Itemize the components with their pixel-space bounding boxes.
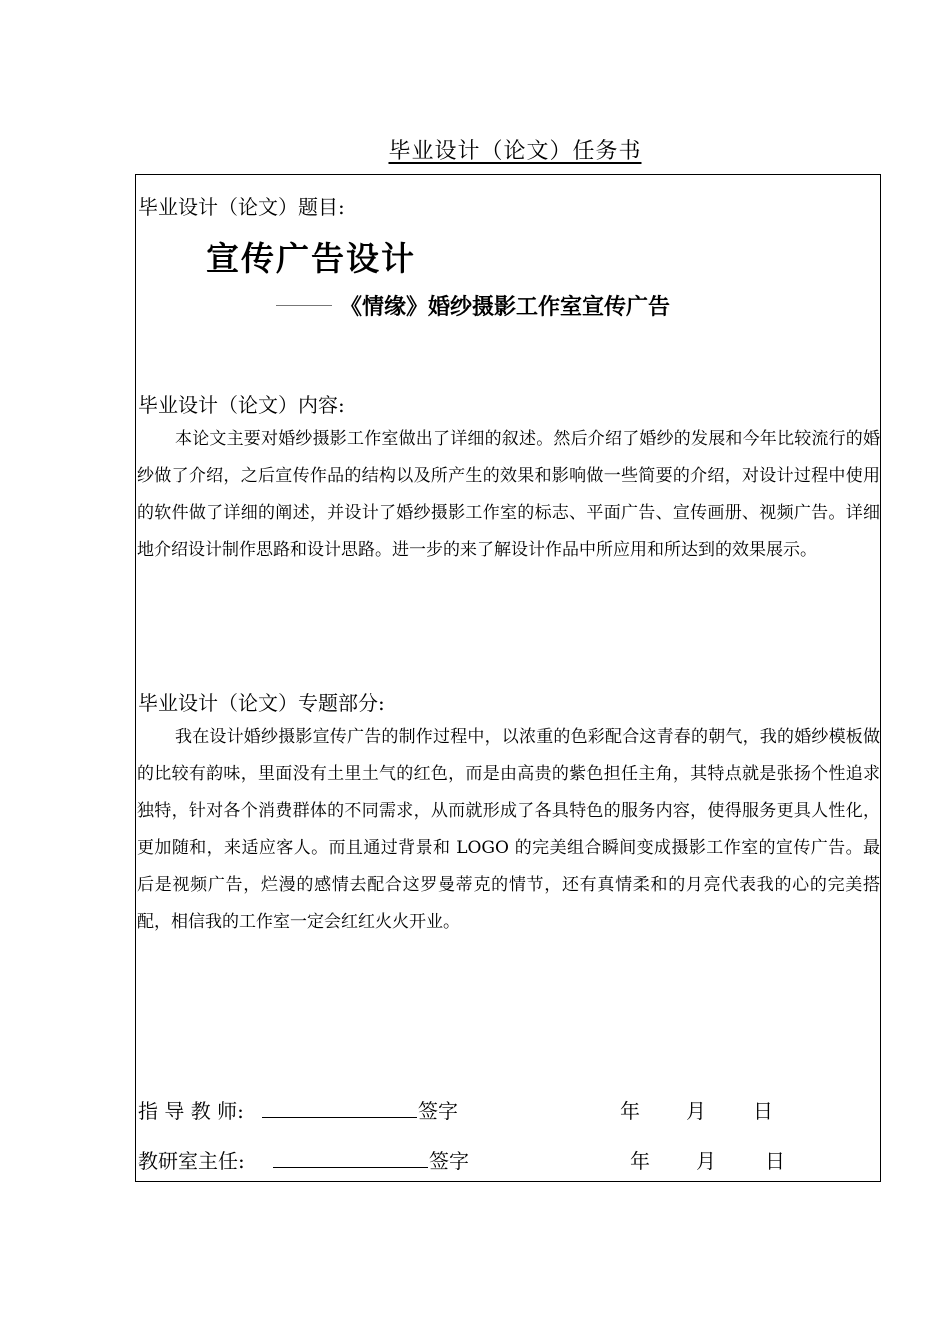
director-day-label: 日 bbox=[765, 1149, 785, 1173]
topic-label: 毕业设计（论文）题目: bbox=[138, 195, 345, 219]
topic-title: 宣传广告设计 bbox=[206, 239, 416, 278]
content-paragraph: 本论文主要对婚纱摄影工作室做出了详细的叙述。然后介绍了婚纱的发展和今年比较流行的婚纱做了介绍，之后宣传作品的结构以及所产生的效果和影响做一些简要的介绍，对设计过程中使用的软件做了详细的阐述，并设计了婚纱摄影工作室的标志、平面广告、宣传画册、视频广告。详细地介绍设计制作思路和设计思路。进一步的来了解设计作品中所应用和所达到的效果展示。 bbox=[137, 429, 880, 560]
advisor-signature-row bbox=[138, 1095, 878, 1125]
director-signature-line[interactable] bbox=[273, 1167, 428, 1168]
director-month-label: 月 bbox=[696, 1149, 716, 1173]
advisor-day-label: 日 bbox=[753, 1099, 773, 1123]
document-title bbox=[0, 134, 950, 165]
subtitle-dash bbox=[276, 305, 332, 306]
topic-subtitle-text: 《情缘》婚纱摄影工作室宣传广告 bbox=[340, 295, 671, 320]
advisor-signature-line[interactable] bbox=[262, 1117, 417, 1118]
topic-subtitle bbox=[276, 290, 670, 321]
director-year-label: 年 bbox=[630, 1149, 650, 1173]
advisor-sign-label: 签字 bbox=[418, 1099, 458, 1123]
content-label: 毕业设计（论文）内容: bbox=[138, 393, 345, 417]
advisor-label: 指 导 教 师: bbox=[138, 1099, 244, 1123]
director-label: 教研室主任: bbox=[138, 1149, 245, 1173]
special-label: 毕业设计（论文）专题部分: bbox=[138, 691, 385, 715]
advisor-month-label: 月 bbox=[686, 1099, 706, 1123]
task-form-frame bbox=[135, 174, 881, 1182]
advisor-year-label: 年 bbox=[620, 1099, 640, 1123]
director-sign-label: 签字 bbox=[429, 1149, 469, 1173]
special-paragraph: 我在设计婚纱摄影宣传广告的制作过程中，以浓重的色彩配合这青春的朝气，我的婚纱模板做的比较有韵味，里面没有土里土气的红色，而是由高贵的紫色担任主角，其特点就是张扬个性追求独特，针对各个消费群体的不同需求，从而就形成了各具特色的服务内容，使得服务更具人性化，更加随和，来适应客人。而且通过背景和 LOGO 的完美组合瞬间变成摄影工作室的宣传广告。最后是视频广告，烂漫的感情去配合这罗曼蒂克的情节，还有真情柔和的月亮代表我的心的完美搭配，相信我的工作室一定会红红火火开业。 bbox=[137, 727, 880, 932]
director-signature-row bbox=[138, 1145, 878, 1175]
document-title-text: 毕业设计（论文）任务书 bbox=[388, 139, 642, 164]
